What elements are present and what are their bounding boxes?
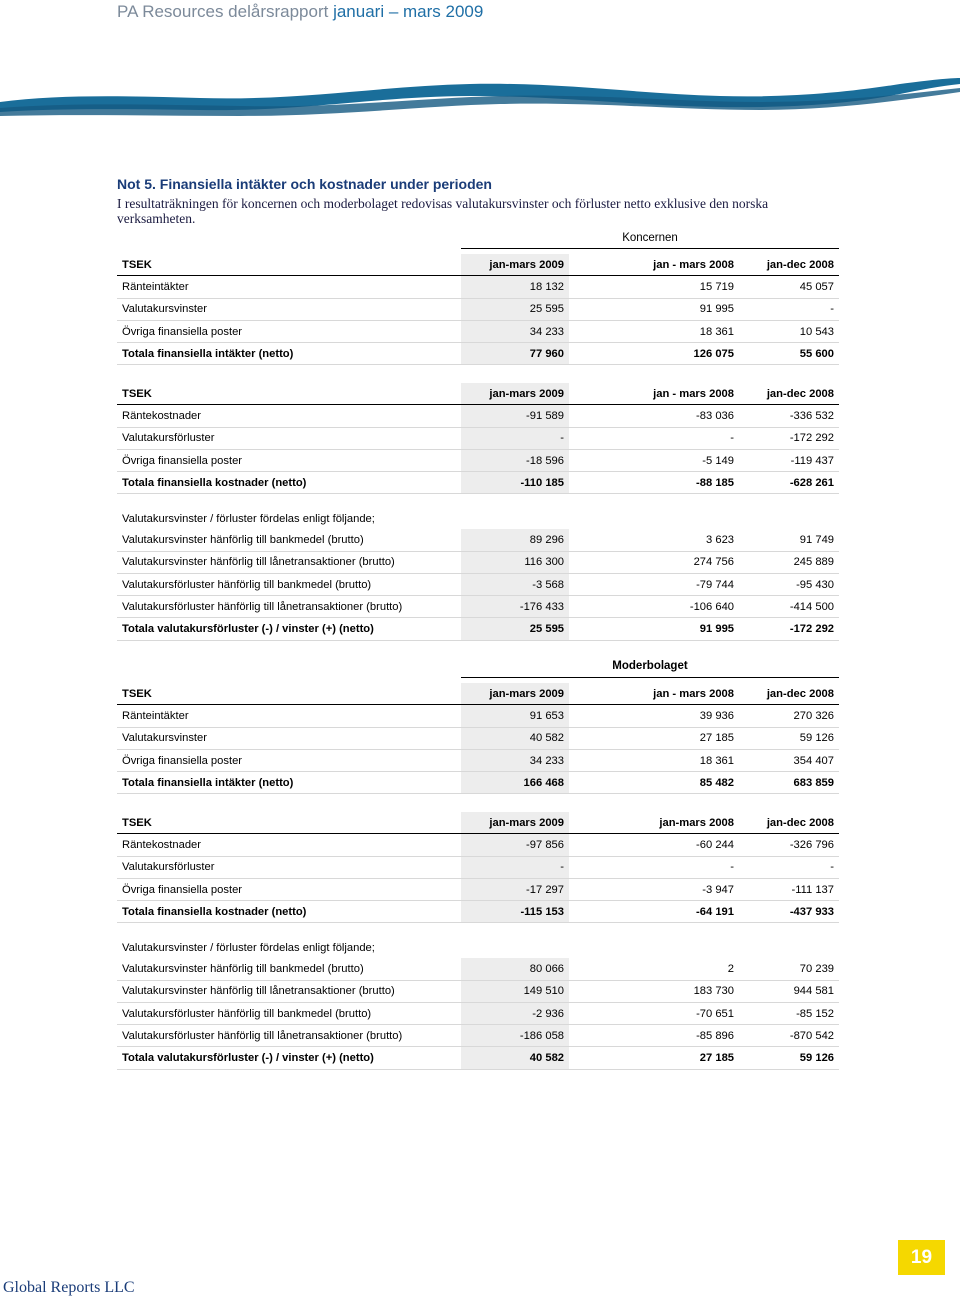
table-cell: -85 896 bbox=[569, 1025, 739, 1047]
table-cell: - bbox=[569, 856, 739, 878]
table-cell: 2 bbox=[569, 958, 739, 980]
table-row bbox=[117, 276, 839, 298]
table-cell: 85 482 bbox=[569, 772, 739, 794]
table-row bbox=[117, 749, 839, 771]
column-header: jan-mars 2008 bbox=[569, 812, 739, 834]
report-title-period: januari – mars 2009 bbox=[333, 2, 484, 21]
table-cell: -870 542 bbox=[739, 1025, 839, 1047]
row-label: Valutakursförluster hänförlig till bankmedel (brutto) bbox=[117, 1002, 461, 1024]
table-row bbox=[117, 427, 839, 449]
table-cell: 270 326 bbox=[739, 705, 839, 727]
row-label: Valutakursvinster hänförlig till lånetransaktioner (brutto) bbox=[117, 551, 461, 573]
row-label: Totala finansiella kostnader (netto) bbox=[117, 901, 461, 923]
row-label: Valutakursförluster hänförlig till lånetransaktioner (brutto) bbox=[117, 596, 461, 618]
table-total-row bbox=[117, 901, 839, 923]
row-label: Totala valutakursförluster (-) / vinster (+) (netto) bbox=[117, 1047, 461, 1069]
row-label: Totala finansiella intäkter (netto) bbox=[117, 772, 461, 794]
table-row bbox=[117, 596, 839, 618]
row-label: Övriga finansiella poster bbox=[117, 449, 461, 471]
row-label: Valutakursförluster bbox=[117, 427, 461, 449]
table-cell: -176 433 bbox=[461, 596, 569, 618]
moderbolaget-kostnader-table bbox=[117, 812, 839, 923]
table-total-row bbox=[117, 618, 839, 640]
table-cell: -106 640 bbox=[569, 596, 739, 618]
table-cell: 18 361 bbox=[569, 320, 739, 342]
table-cell: -336 532 bbox=[739, 405, 839, 427]
table-cell: -70 651 bbox=[569, 1002, 739, 1024]
table-cell: 59 126 bbox=[739, 1047, 839, 1069]
koncernen-kostnader-table bbox=[117, 383, 839, 494]
table-cell: -111 137 bbox=[739, 878, 839, 900]
column-header: jan-dec 2008 bbox=[739, 812, 839, 834]
row-label: Övriga finansiella poster bbox=[117, 878, 461, 900]
column-header: jan - mars 2008 bbox=[569, 383, 739, 405]
report-title bbox=[117, 2, 483, 22]
table-row bbox=[117, 573, 839, 595]
table-cell: -414 500 bbox=[739, 596, 839, 618]
table-row bbox=[117, 856, 839, 878]
table-cell: - bbox=[569, 427, 739, 449]
table-total-row bbox=[117, 472, 839, 494]
column-header: jan-dec 2008 bbox=[739, 254, 839, 276]
table-cell: -172 292 bbox=[739, 427, 839, 449]
row-label: Totala finansiella intäkter (netto) bbox=[117, 343, 461, 365]
koncernen-valuta-table bbox=[117, 508, 839, 641]
table-cell: 59 126 bbox=[739, 727, 839, 749]
table-cell: -186 058 bbox=[461, 1025, 569, 1047]
column-header: TSEK bbox=[117, 812, 461, 834]
table-row bbox=[117, 1025, 839, 1047]
table-row bbox=[117, 727, 839, 749]
table-cell: 944 581 bbox=[739, 980, 839, 1002]
row-label: Valutakursvinster bbox=[117, 727, 461, 749]
row-label: Valutakursvinster hänförlig till bankmedel (brutto) bbox=[117, 529, 461, 551]
table-intro-row bbox=[117, 937, 839, 958]
row-label: Ränteintäkter bbox=[117, 276, 461, 298]
table-cell: 27 185 bbox=[569, 1047, 739, 1069]
table-cell: 91 653 bbox=[461, 705, 569, 727]
group-label-moderbolaget: Moderbolaget bbox=[612, 660, 688, 672]
table-cell: -83 036 bbox=[569, 405, 739, 427]
table-cell: 116 300 bbox=[461, 551, 569, 573]
table-cell: 25 595 bbox=[461, 618, 569, 640]
column-header: jan - mars 2008 bbox=[569, 683, 739, 705]
table-cell: 77 960 bbox=[461, 343, 569, 365]
table-cell: - bbox=[461, 856, 569, 878]
table-cell: 89 296 bbox=[461, 529, 569, 551]
table-cell: 274 756 bbox=[569, 551, 739, 573]
table-cell: 91 749 bbox=[739, 529, 839, 551]
table-cell: 39 936 bbox=[569, 705, 739, 727]
note-heading: Not 5. Finansiella intäkter och kostnader under perioden bbox=[117, 176, 492, 192]
table-cell: 40 582 bbox=[461, 727, 569, 749]
column-header: jan-mars 2009 bbox=[461, 383, 569, 405]
table-cell: -17 297 bbox=[461, 878, 569, 900]
table-cell: -119 437 bbox=[739, 449, 839, 471]
table-row bbox=[117, 298, 839, 320]
table-row bbox=[117, 551, 839, 573]
column-header: jan-dec 2008 bbox=[739, 683, 839, 705]
table-cell: -2 936 bbox=[461, 1002, 569, 1024]
column-header: jan-dec 2008 bbox=[739, 383, 839, 405]
table-row bbox=[117, 1002, 839, 1024]
table-cell: -3 568 bbox=[461, 573, 569, 595]
table-cell: 40 582 bbox=[461, 1047, 569, 1069]
table-row bbox=[117, 320, 839, 342]
table-cell: -95 430 bbox=[739, 573, 839, 595]
moderbolaget-valuta-table bbox=[117, 937, 839, 1070]
table-cell: 91 995 bbox=[569, 618, 739, 640]
table-cell: -79 744 bbox=[569, 573, 739, 595]
row-label: Valutakursvinster hänförlig till bankmedel (brutto) bbox=[117, 958, 461, 980]
table-cell: 683 859 bbox=[739, 772, 839, 794]
page-number-badge: 19 bbox=[898, 1240, 945, 1275]
row-label: Totala finansiella kostnader (netto) bbox=[117, 472, 461, 494]
column-header: TSEK bbox=[117, 383, 461, 405]
table-cell: -64 191 bbox=[569, 901, 739, 923]
table-intro-row bbox=[117, 508, 839, 529]
table-cell: -172 292 bbox=[739, 618, 839, 640]
row-label: Valutakursvinster hänförlig till lånetransaktioner (brutto) bbox=[117, 980, 461, 1002]
table-cell: -18 596 bbox=[461, 449, 569, 471]
table-total-row bbox=[117, 343, 839, 365]
group-rule bbox=[461, 677, 839, 678]
table-header-row bbox=[117, 254, 839, 276]
table-cell: -3 947 bbox=[569, 878, 739, 900]
table-cell: 80 066 bbox=[461, 958, 569, 980]
table-cell: -91 589 bbox=[461, 405, 569, 427]
table-cell: 126 075 bbox=[569, 343, 739, 365]
row-label: Övriga finansiella poster bbox=[117, 749, 461, 771]
table-intro-text: Valutakursvinster / förluster fördelas enligt följande; bbox=[122, 941, 375, 954]
table-cell: -110 185 bbox=[461, 472, 569, 494]
report-title-prefix: PA Resources delårsrapport bbox=[117, 2, 334, 21]
table-cell: 18 132 bbox=[461, 276, 569, 298]
row-label: Totala valutakursförluster (-) / vinster (+) (netto) bbox=[117, 618, 461, 640]
table-cell: - bbox=[739, 856, 839, 878]
row-label: Ränteintäkter bbox=[117, 705, 461, 727]
table-cell: 27 185 bbox=[569, 727, 739, 749]
koncernen-intakter-table bbox=[117, 254, 839, 365]
column-header: jan-mars 2009 bbox=[461, 254, 569, 276]
moderbolaget-intakter-table bbox=[117, 683, 839, 794]
table-row bbox=[117, 958, 839, 980]
table-cell: 183 730 bbox=[569, 980, 739, 1002]
row-label: Valutakursförluster hänförlig till lånetransaktioner (brutto) bbox=[117, 1025, 461, 1047]
table-cell: 354 407 bbox=[739, 749, 839, 771]
header-wave-decoration bbox=[0, 72, 960, 120]
table-cell: 55 600 bbox=[739, 343, 839, 365]
row-label: Räntekostnader bbox=[117, 834, 461, 856]
table-row bbox=[117, 529, 839, 551]
row-label: Valutakursvinster bbox=[117, 298, 461, 320]
table-intro-text: Valutakursvinster / förluster fördelas enligt följande; bbox=[122, 512, 375, 525]
table-cell: 70 239 bbox=[739, 958, 839, 980]
row-label: Valutakursförluster hänförlig till bankmedel (brutto) bbox=[117, 573, 461, 595]
table-cell: -628 261 bbox=[739, 472, 839, 494]
table-cell: -437 933 bbox=[739, 901, 839, 923]
row-label: Räntekostnader bbox=[117, 405, 461, 427]
table-cell: -88 185 bbox=[569, 472, 739, 494]
note-description: I resultaträkningen för koncernen och moderbolaget redovisas valutakursvinster och förluster netto exklusive den norska verksamheten. bbox=[117, 196, 769, 226]
table-cell bbox=[739, 937, 839, 958]
table-row bbox=[117, 705, 839, 727]
table-cell: 91 995 bbox=[569, 298, 739, 320]
column-header: jan-mars 2009 bbox=[461, 812, 569, 834]
column-header: TSEK bbox=[117, 683, 461, 705]
table-cell: 25 595 bbox=[461, 298, 569, 320]
table-cell: 34 233 bbox=[461, 320, 569, 342]
table-cell: 18 361 bbox=[569, 749, 739, 771]
table-header-row bbox=[117, 683, 839, 705]
table-cell: -60 244 bbox=[569, 834, 739, 856]
table-cell: - bbox=[461, 427, 569, 449]
table-cell: -85 152 bbox=[739, 1002, 839, 1024]
table-cell: 3 623 bbox=[569, 529, 739, 551]
table-row bbox=[117, 834, 839, 856]
column-header: TSEK bbox=[117, 254, 461, 276]
table-cell: -5 149 bbox=[569, 449, 739, 471]
footer-company: Global Reports LLC bbox=[3, 1279, 135, 1296]
table-row bbox=[117, 980, 839, 1002]
table-cell bbox=[739, 508, 839, 529]
group-label-koncernen: Koncernen bbox=[622, 232, 678, 244]
table-cell: 10 543 bbox=[739, 320, 839, 342]
table-row bbox=[117, 449, 839, 471]
column-header: jan - mars 2008 bbox=[569, 254, 739, 276]
row-label: Valutakursförluster bbox=[117, 856, 461, 878]
table-cell: 149 510 bbox=[461, 980, 569, 1002]
table-cell: - bbox=[739, 298, 839, 320]
table-cell: 15 719 bbox=[569, 276, 739, 298]
table-header-row bbox=[117, 812, 839, 834]
table-cell: 34 233 bbox=[461, 749, 569, 771]
table-header-row bbox=[117, 383, 839, 405]
table-row bbox=[117, 405, 839, 427]
table-cell: -326 796 bbox=[739, 834, 839, 856]
table-cell: 45 057 bbox=[739, 276, 839, 298]
table-total-row bbox=[117, 1047, 839, 1069]
table-cell: -115 153 bbox=[461, 901, 569, 923]
table-row bbox=[117, 878, 839, 900]
table-cell bbox=[569, 508, 739, 529]
group-rule bbox=[461, 248, 839, 249]
row-label: Övriga finansiella poster bbox=[117, 320, 461, 342]
table-cell bbox=[569, 937, 739, 958]
column-header: jan-mars 2009 bbox=[461, 683, 569, 705]
table-cell: 245 889 bbox=[739, 551, 839, 573]
table-cell: -97 856 bbox=[461, 834, 569, 856]
table-cell: 166 468 bbox=[461, 772, 569, 794]
table-total-row bbox=[117, 772, 839, 794]
